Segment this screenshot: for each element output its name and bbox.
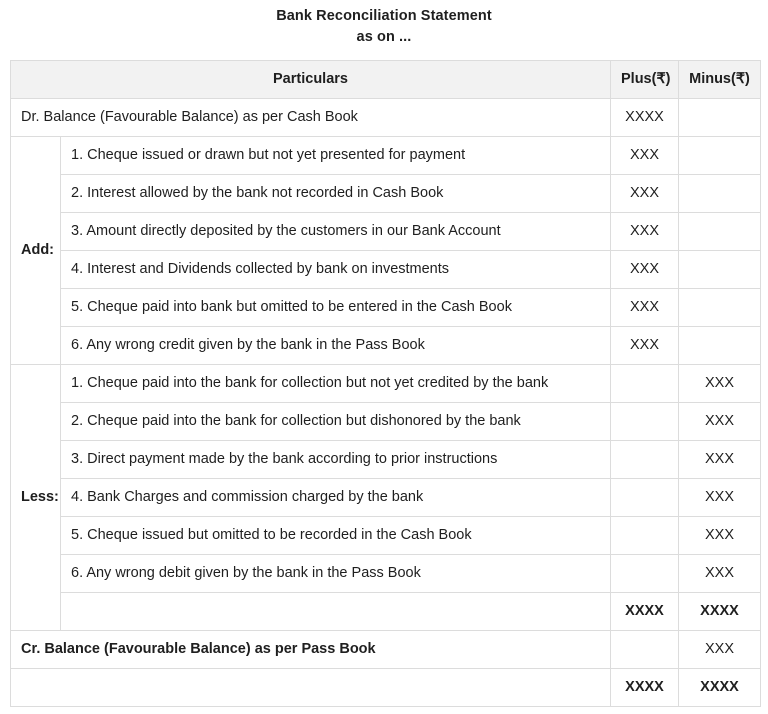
add-item-text: 6. Any wrong credit given by the bank in the Pass Book: [61, 327, 611, 365]
subtotal-label: [61, 593, 611, 631]
page-title: Bank Reconciliation Statement: [276, 8, 492, 24]
less-item-plus: [611, 555, 679, 593]
table-row-final-total: [11, 669, 761, 707]
table-row: [11, 213, 761, 251]
table-container: [0, 48, 768, 707]
add-group-label: Add:: [11, 137, 61, 365]
column-header-plus: Plus(₹): [611, 61, 679, 99]
column-header-minus: Minus(₹): [679, 61, 761, 99]
add-item-plus: XXX: [611, 213, 679, 251]
table-row-opening-balance: [11, 99, 761, 137]
reconciliation-table: [10, 60, 761, 707]
less-item-text: 4. Bank Charges and commission charged by the bank: [61, 479, 611, 517]
less-item-plus: [611, 403, 679, 441]
add-item-text: 4. Interest and Dividends collected by bank on investments: [61, 251, 611, 289]
table-row: [11, 403, 761, 441]
table-row: [11, 289, 761, 327]
column-header-particulars: Particulars: [11, 61, 611, 99]
less-item-minus: XXX: [679, 517, 761, 555]
add-item-plus: XXX: [611, 175, 679, 213]
add-item-minus: [679, 251, 761, 289]
table-body: [11, 99, 761, 707]
less-item-text: 5. Cheque issued but omitted to be recorded in the Cash Book: [61, 517, 611, 555]
less-group-label: Less:: [11, 365, 61, 631]
add-item-minus: [679, 289, 761, 327]
less-item-minus: XXX: [679, 403, 761, 441]
add-item-minus: [679, 175, 761, 213]
subtotal-minus: XXXX: [679, 593, 761, 631]
table-header-row: [11, 61, 761, 99]
less-item-plus: [611, 365, 679, 403]
add-item-minus: [679, 327, 761, 365]
less-item-minus: XXX: [679, 555, 761, 593]
table-header: [11, 61, 761, 99]
less-item-text: 3. Direct payment made by the bank according to prior instructions: [61, 441, 611, 479]
add-item-text: 3. Amount directly deposited by the customers in our Bank Account: [61, 213, 611, 251]
page-subtitle: as on ...: [356, 29, 412, 45]
final-total-plus: XXXX: [611, 669, 679, 707]
add-item-text: 2. Interest allowed by the bank not recorded in Cash Book: [61, 175, 611, 213]
less-item-text: 1. Cheque paid into the bank for collection but not yet credited by the bank: [61, 365, 611, 403]
table-row: [11, 137, 761, 175]
closing-balance-label: Cr. Balance (Favourable Balance) as per Pass Book: [11, 631, 611, 669]
add-item-minus: [679, 137, 761, 175]
less-item-minus: XXX: [679, 441, 761, 479]
less-item-plus: [611, 441, 679, 479]
document-title-block: [0, 0, 768, 48]
add-item-minus: [679, 213, 761, 251]
table-row-subtotal: [11, 593, 761, 631]
less-item-plus: [611, 479, 679, 517]
table-row: [11, 365, 761, 403]
table-row: [11, 251, 761, 289]
less-item-text: 2. Cheque paid into the bank for collection but dishonored by the bank: [61, 403, 611, 441]
add-item-plus: XXX: [611, 289, 679, 327]
table-row: [11, 175, 761, 213]
table-row-closing-balance: [11, 631, 761, 669]
add-item-plus: XXX: [611, 251, 679, 289]
opening-balance-plus: XXXX: [611, 99, 679, 137]
add-item-text: 1. Cheque issued or drawn but not yet presented for payment: [61, 137, 611, 175]
table-row: [11, 517, 761, 555]
less-item-minus: XXX: [679, 365, 761, 403]
closing-balance-plus: [611, 631, 679, 669]
table-row: [11, 555, 761, 593]
less-item-minus: XXX: [679, 479, 761, 517]
table-row: [11, 441, 761, 479]
add-item-plus: XXX: [611, 327, 679, 365]
final-total-label: [11, 669, 611, 707]
table-row: [11, 327, 761, 365]
less-item-text: 6. Any wrong debit given by the bank in the Pass Book: [61, 555, 611, 593]
closing-balance-minus: XXX: [679, 631, 761, 669]
opening-balance-minus: [679, 99, 761, 137]
table-row: [11, 479, 761, 517]
opening-balance-label: Dr. Balance (Favourable Balance) as per Cash Book: [11, 99, 611, 137]
add-item-text: 5. Cheque paid into bank but omitted to be entered in the Cash Book: [61, 289, 611, 327]
add-item-plus: XXX: [611, 137, 679, 175]
final-total-minus: XXXX: [679, 669, 761, 707]
subtotal-plus: XXXX: [611, 593, 679, 631]
less-item-plus: [611, 517, 679, 555]
